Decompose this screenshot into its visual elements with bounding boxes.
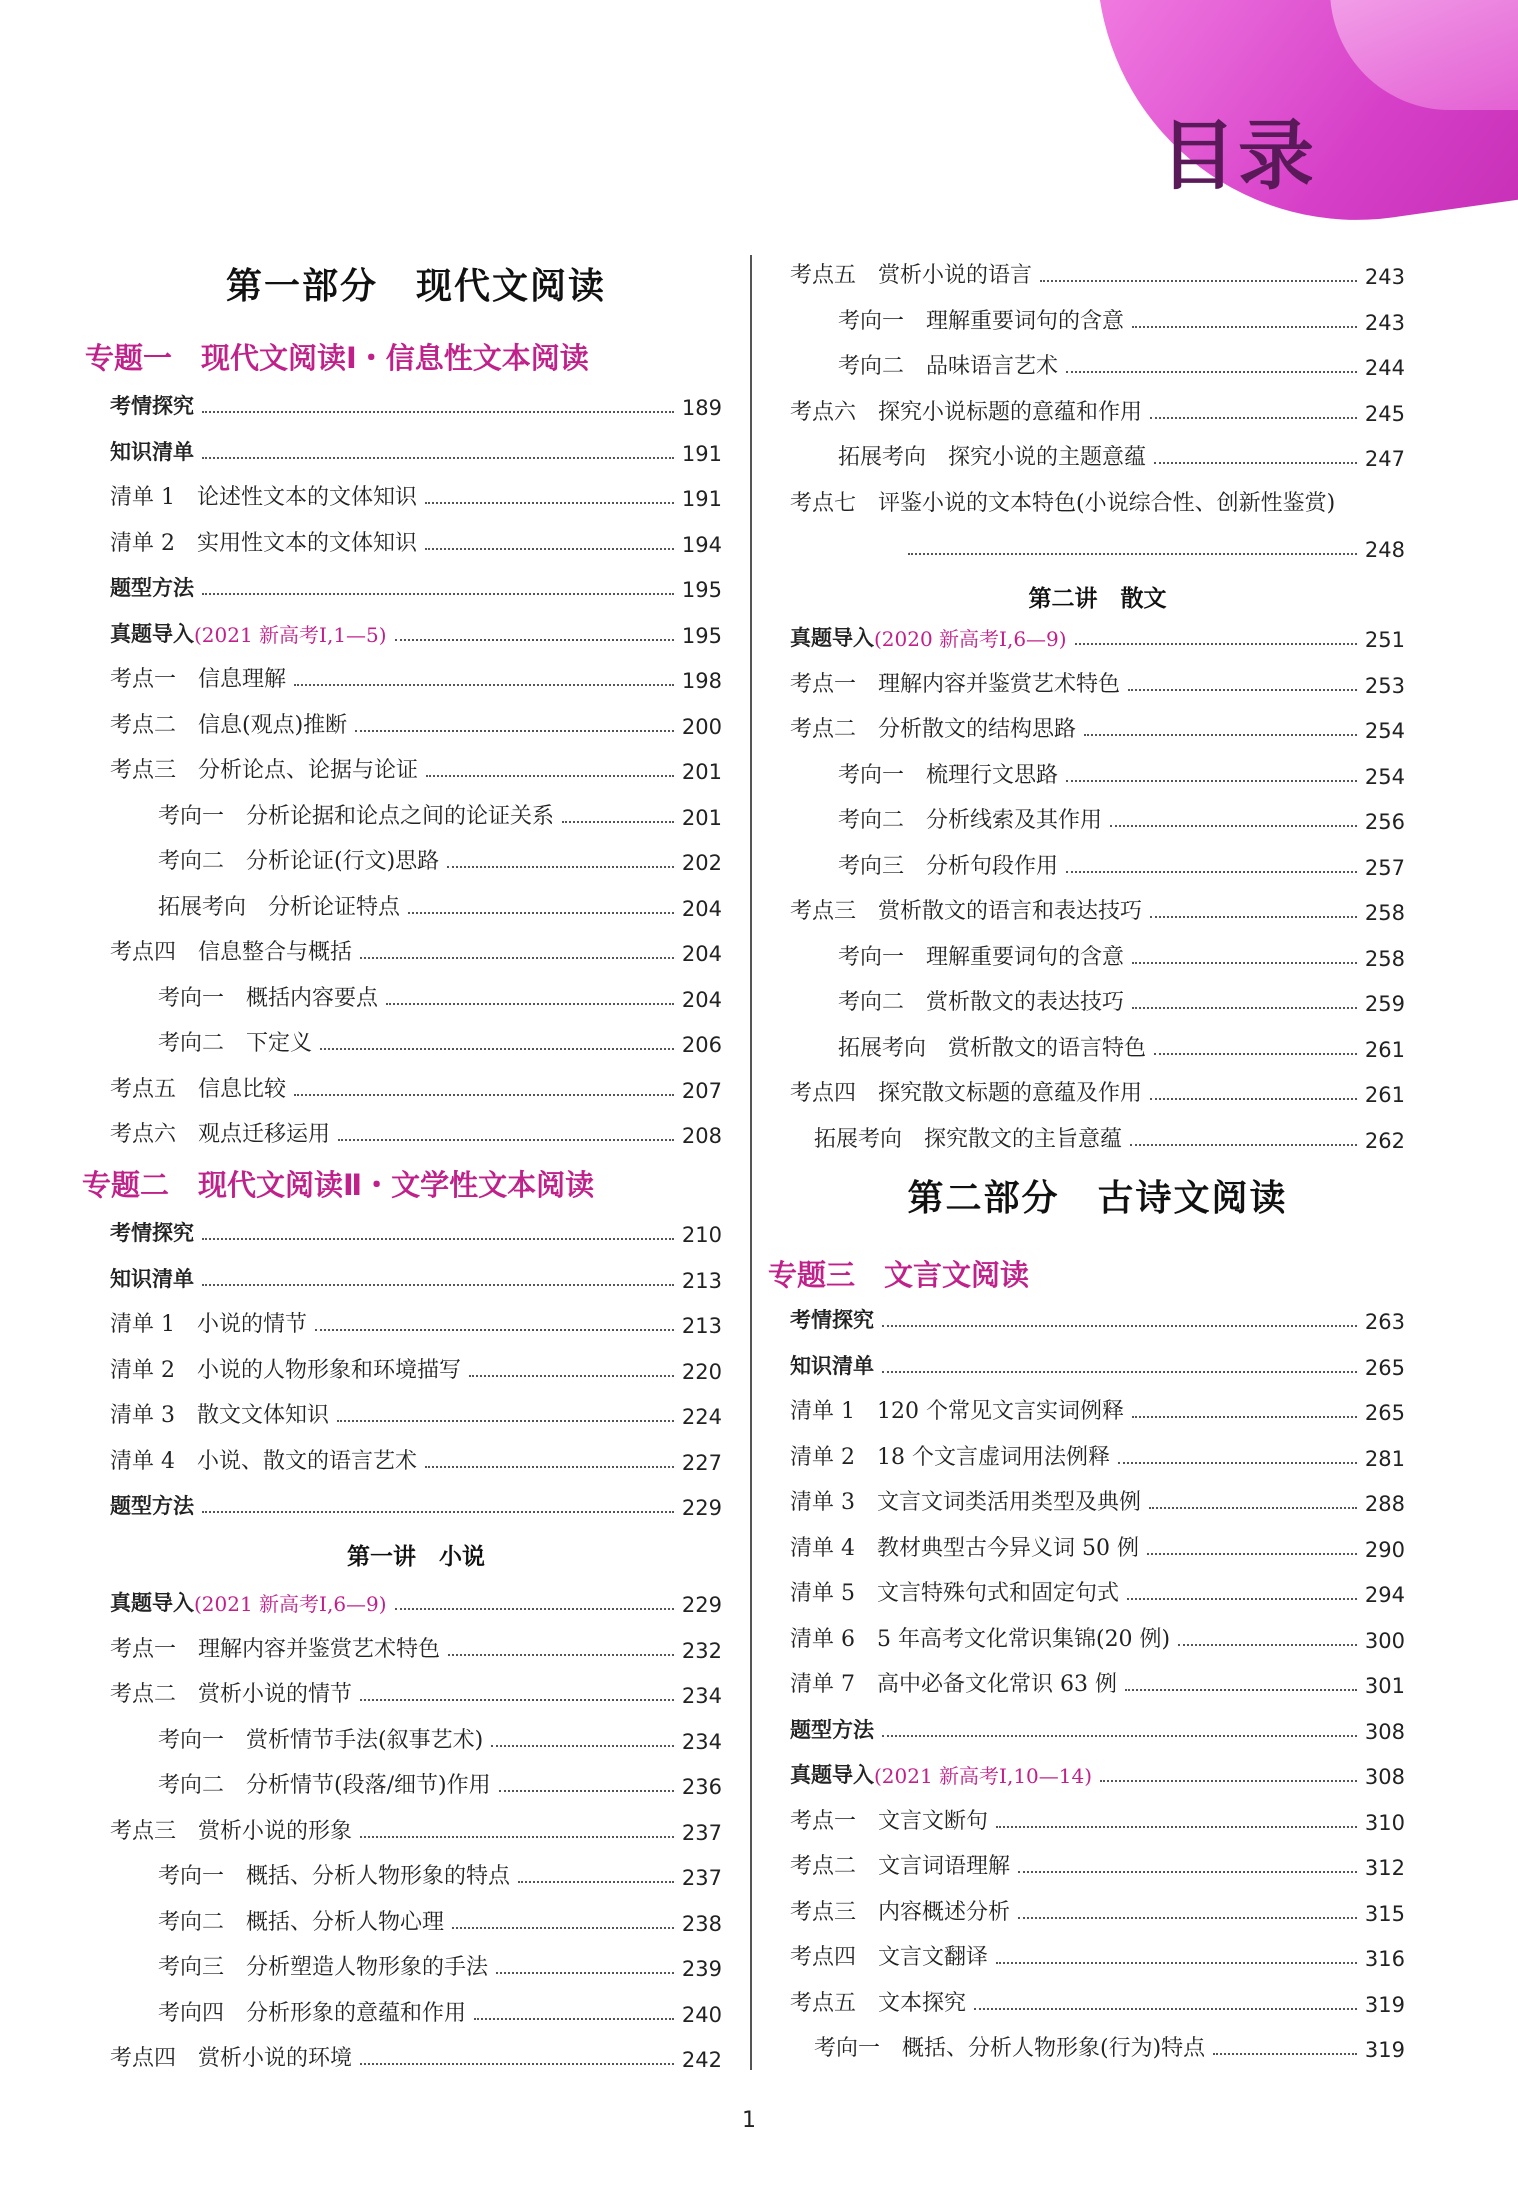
toc-entry-page: 261 xyxy=(1364,1037,1405,1062)
toc-entry[interactable] xyxy=(158,1025,722,1057)
toc-entry-label: 考点四 文言文翻译 xyxy=(790,1945,989,1970)
toc-entry[interactable] xyxy=(110,525,722,557)
toc-entry-page: 258 xyxy=(1364,901,1405,925)
toc-entry[interactable] xyxy=(110,1306,722,1338)
leader-dots xyxy=(1132,1416,1357,1418)
toc-entry-label: 拓展考向 分析论证特点 xyxy=(158,894,401,920)
toc-entry-source: (2021 新高考Ⅰ,10—14) xyxy=(874,1764,1093,1788)
toc-entry[interactable] xyxy=(110,661,722,693)
leader-dots xyxy=(1066,871,1357,873)
toc-entry[interactable] xyxy=(110,1488,722,1520)
leader-dots xyxy=(426,775,674,777)
toc-entry-label: 考向一 赏析情节手法(叙事艺术) xyxy=(158,1727,484,1753)
page-number: 1 xyxy=(742,2108,756,2133)
leader-dots xyxy=(1132,962,1357,964)
toc-entry-page: 202 xyxy=(681,851,722,875)
leader-dots xyxy=(294,1094,674,1096)
leader-dots xyxy=(469,1375,674,1377)
toc-entry-label: 考点五 赏析小说的语言 xyxy=(790,263,1033,288)
toc-entry-label: 题型方法 xyxy=(790,1717,874,1742)
leader-dots xyxy=(974,2008,1357,2010)
toc-entry-source: (2021 新高考Ⅰ,6—9) xyxy=(194,1592,387,1616)
leader-dots xyxy=(882,1735,1357,1737)
leader-dots xyxy=(496,1972,674,1974)
leader-dots xyxy=(202,1511,674,1513)
part-two-title: 第二部分 古诗文阅读 xyxy=(907,1177,1288,1219)
toc-entry-page: 310 xyxy=(1364,1810,1405,1835)
toc-entry-page: 319 xyxy=(1364,2038,1405,2062)
toc-entry-page: 258 xyxy=(1364,946,1405,971)
toc-entry-page: 237 xyxy=(681,1866,722,1890)
leader-dots xyxy=(386,1003,674,1005)
leader-dots xyxy=(315,1329,674,1331)
toc-entry-page: 243 xyxy=(1364,265,1405,289)
toc-entry[interactable] xyxy=(158,798,722,830)
toc-entry[interactable] xyxy=(110,1631,722,1663)
toc-entry-page: 201 xyxy=(681,805,722,830)
toc-entry[interactable] xyxy=(814,2030,1405,2062)
toc-entry-label: 考点三 分析论点、论据与论证 xyxy=(110,758,419,783)
leader-dots xyxy=(338,1139,674,1141)
toc-entry-label: 考向三 分析塑造人物形象的手法 xyxy=(158,1955,489,1980)
toc-entry-label: 清单 4 教材典型古今异义词 50 例 xyxy=(790,1535,1139,1561)
toc-entry-page: 194 xyxy=(681,532,722,557)
toc-entry-page: 234 xyxy=(681,1729,722,1754)
toc-entry-continuation[interactable] xyxy=(900,530,1405,562)
toc-entry-label: 考向一 理解重要词句的含意 xyxy=(838,944,1125,970)
toc-entry-page: 259 xyxy=(1364,992,1405,1016)
toc-entry-label: 真题导入 xyxy=(790,1763,874,1787)
toc-entry-page: 239 xyxy=(681,1957,722,1981)
toc-entry[interactable] xyxy=(838,984,1405,1016)
toc-entry[interactable] xyxy=(790,1894,1405,1926)
leader-dots xyxy=(474,2018,674,2020)
toc-entry-label: 考向二 品味语言艺术 xyxy=(838,354,1059,379)
leader-dots xyxy=(1125,1689,1357,1691)
toc-entry-label: 清单 6 5 年高考文化常识集锦(20 例) xyxy=(790,1626,1171,1652)
toc-entry-label: 考向二 下定义 xyxy=(158,1031,313,1056)
toc-entry-label: 考向二 赏析散文的表达技巧 xyxy=(838,990,1125,1015)
toc-entry-label: 考情探究 xyxy=(110,1221,194,1245)
toc-entry[interactable] xyxy=(790,1484,1405,1516)
toc-entry-page: 300 xyxy=(1364,1628,1405,1653)
toc-entry-label: 清单 5 文言特殊句式和固定句式 xyxy=(790,1581,1119,1606)
toc-entry[interactable] xyxy=(158,1858,722,1890)
leader-dots xyxy=(1132,326,1357,328)
leader-dots xyxy=(491,1745,674,1747)
toc-entry-label: 题型方法 xyxy=(110,576,194,600)
toc-entry[interactable] xyxy=(110,1071,722,1103)
leader-dots xyxy=(294,684,674,686)
toc-entry-page: 254 xyxy=(1364,764,1405,789)
toc-entry[interactable] xyxy=(838,848,1405,880)
toc-entry[interactable] xyxy=(110,1676,722,1708)
toc-entry-label: 清单 3 文言文词类活用类型及典例 xyxy=(790,1490,1141,1515)
leader-dots xyxy=(1213,2053,1357,2055)
toc-entry-page: 253 xyxy=(1364,673,1405,698)
toc-entry-page: 265 xyxy=(1364,1355,1405,1380)
leader-dots xyxy=(360,957,674,959)
toc-entry[interactable] xyxy=(838,1030,1405,1062)
toc-entry[interactable] xyxy=(110,2040,722,2072)
toc-entry[interactable] xyxy=(110,752,722,784)
toc-entry-label: 清单 2 实用性文本的文体知识 xyxy=(110,530,417,556)
toc-entry[interactable] xyxy=(158,1995,722,2027)
toc-entry-page: 256 xyxy=(1364,810,1405,834)
toc-entry[interactable] xyxy=(790,1530,1405,1562)
toc-entry-label: 考点三 赏析散文的语言和表达技巧 xyxy=(790,899,1143,924)
toc-entry[interactable] xyxy=(790,394,1405,426)
leader-dots xyxy=(1150,1098,1357,1100)
leader-dots xyxy=(1130,1144,1357,1146)
leader-dots xyxy=(425,548,674,550)
toc-entry-page: 263 xyxy=(1364,1310,1405,1334)
toc-entry-page: 288 xyxy=(1364,1492,1405,1516)
toc-entry-label: 题型方法 xyxy=(110,1494,194,1518)
toc-entry-label: 真题导入 xyxy=(110,621,194,646)
toc-entry-source: (2020 新高考Ⅰ,6—9) xyxy=(874,627,1067,651)
leader-dots xyxy=(882,1325,1357,1327)
toc-entry-page: 220 xyxy=(681,1359,722,1384)
leader-dots xyxy=(448,1654,674,1656)
toc-entry-label: 考点二 信息(观点)推断 xyxy=(110,712,348,738)
toc-entry-page: 238 xyxy=(681,1911,722,1936)
leader-dots xyxy=(1066,780,1357,782)
leader-dots xyxy=(202,411,674,413)
leader-dots xyxy=(1084,734,1357,736)
toc-entry-label: 考点一 理解内容并鉴赏艺术特色 xyxy=(110,1636,441,1662)
toc-entry-page: 208 xyxy=(681,1124,722,1148)
toc-entry-label: 清单 7 高中必备文化常识 63 例 xyxy=(790,1672,1117,1697)
leader-dots xyxy=(1040,280,1357,282)
leader-dots xyxy=(337,1420,674,1422)
leader-dots xyxy=(452,1927,674,1929)
leader-dots xyxy=(408,912,674,914)
toc-entry-label: 拓展考向 探究散文的主旨意蕴 xyxy=(814,1126,1123,1152)
toc-entry-label: 考点二 赏析小说的情节 xyxy=(110,1682,353,1707)
toc-entry[interactable] xyxy=(790,1666,1405,1698)
toc-entry[interactable] xyxy=(110,1116,722,1148)
toc-entry[interactable] xyxy=(158,1722,722,1754)
toc-entry[interactable] xyxy=(790,1439,1405,1471)
toc-entry-label: 考向三 分析句段作用 xyxy=(838,853,1059,879)
toc-entry[interactable] xyxy=(790,1302,1405,1334)
toc-entry-page: 224 xyxy=(681,1405,722,1429)
toc-entry-page: 229 xyxy=(681,1593,722,1617)
toc-entry-label: 考点三 内容概述分析 xyxy=(790,1899,1011,1925)
toc-entry-label: 考向一 理解重要词句的含意 xyxy=(838,308,1125,334)
toc-entry-page: 189 xyxy=(681,396,722,420)
toc-entry-page: 261 xyxy=(1364,1083,1405,1107)
toc-entry-label: 拓展考向 赏析散文的语言特色 xyxy=(838,1035,1147,1061)
lecture-one-heading: 第一讲 小说 xyxy=(347,1543,485,1570)
toc-entry-page: 247 xyxy=(1364,447,1405,471)
toc-entry[interactable] xyxy=(110,934,722,966)
toc-entry-page: 204 xyxy=(681,987,722,1012)
leader-dots xyxy=(518,1881,674,1883)
toc-entry-page: 198 xyxy=(681,669,722,693)
toc-entry[interactable] xyxy=(110,434,722,466)
toc-entry[interactable] xyxy=(790,1757,1405,1789)
leader-dots xyxy=(1149,1507,1357,1509)
leader-dots xyxy=(996,1962,1357,1964)
toc-entry[interactable] xyxy=(110,1397,722,1429)
toc-entry-label: 清单 1 论述性文本的文体知识 xyxy=(110,485,417,510)
toc-entry-page: 319 xyxy=(1364,1992,1405,2017)
toc-entry[interactable] xyxy=(790,666,1405,698)
toc-entry-page: 195 xyxy=(681,623,722,648)
toc-entry[interactable] xyxy=(790,711,1405,743)
toc-entry-page: 206 xyxy=(681,1033,722,1057)
toc-entry[interactable] xyxy=(158,1904,722,1936)
toc-entry-page: 200 xyxy=(681,714,722,739)
leader-dots xyxy=(360,2063,674,2065)
toc-entry[interactable] xyxy=(790,1075,1405,1107)
toc-entry-label: 清单 4 小说、散文的语言艺术 xyxy=(110,1448,417,1474)
toc-entry-page: 234 xyxy=(681,1684,722,1708)
toc-entry-page: 312 xyxy=(1364,1856,1405,1880)
toc-entry[interactable] xyxy=(158,980,722,1012)
toc-entry-label: 考点六 探究小说标题的意蕴和作用 xyxy=(790,399,1143,425)
leader-dots xyxy=(996,1826,1357,1828)
leader-dots xyxy=(1075,643,1357,645)
toc-entry-page: 281 xyxy=(1364,1446,1405,1471)
toc-entry-page: 254 xyxy=(1364,719,1405,743)
lecture-two-heading: 第二讲 散文 xyxy=(1028,585,1167,612)
toc-entry-page: 204 xyxy=(681,942,722,966)
toc-entry-label: 清单 1 120 个常见文言实词例释 xyxy=(790,1399,1124,1424)
toc-entry-label: 清单 2 18 个文言虚词用法例释 xyxy=(790,1444,1110,1470)
leader-dots xyxy=(1018,1871,1357,1873)
leader-dots xyxy=(447,866,674,868)
toc-entry-page: 204 xyxy=(681,896,722,921)
leader-dots xyxy=(202,457,674,459)
toc-entry-label: 考情探究 xyxy=(110,394,194,418)
toc-entry-label: 考点七 评鉴小说的文本特色(小说综合性、创新性鉴赏) xyxy=(790,490,1336,516)
toc-entry-label: 考向二 概括、分析人物心理 xyxy=(158,1909,445,1935)
leader-dots xyxy=(395,639,674,641)
toc-entry-page: 210 xyxy=(681,1223,722,1247)
toc-entry-label: 考向一 概括内容要点 xyxy=(158,985,379,1011)
leader-dots xyxy=(1154,462,1357,464)
topic-two-heading: 专题二 现代文阅读Ⅱ・文学性文本阅读 xyxy=(82,1168,595,1202)
toc-entry-page: 242 xyxy=(681,2048,722,2072)
toc-entry[interactable] xyxy=(790,485,1405,517)
toc-entry-page: 201 xyxy=(681,760,722,784)
toc-entry[interactable] xyxy=(790,1575,1405,1607)
column-divider xyxy=(750,255,752,2070)
toc-entry[interactable] xyxy=(838,439,1405,471)
toc-entry[interactable] xyxy=(790,1848,1405,1880)
toc-entry-page: 265 xyxy=(1364,1401,1405,1425)
leader-dots xyxy=(395,1608,674,1610)
toc-entry-label: 考点一 理解内容并鉴赏艺术特色 xyxy=(790,671,1121,697)
toc-entry-label: 真题导入 xyxy=(790,626,874,650)
toc-entry-label: 清单 3 散文文体知识 xyxy=(110,1403,329,1428)
toc-entry-label: 知识清单 xyxy=(790,1353,874,1378)
leader-dots xyxy=(1066,371,1357,373)
leader-dots xyxy=(1128,689,1357,691)
toc-entry-page: 243 xyxy=(1364,310,1405,335)
toc-entry[interactable] xyxy=(158,1767,722,1799)
toc-entry[interactable] xyxy=(110,707,722,739)
toc-entry-page: 251 xyxy=(1364,628,1405,652)
toc-entry-label: 考向一 概括、分析人物形象的特点 xyxy=(158,1864,511,1889)
toc-entry-source: (2021 新高考Ⅰ,1—5) xyxy=(194,622,387,647)
toc-entry-label: 考向二 分析情节(段落/细节)作用 xyxy=(158,1773,491,1798)
toc-entry[interactable] xyxy=(110,479,722,511)
leader-dots xyxy=(1154,1053,1357,1055)
toc-entry[interactable] xyxy=(838,939,1405,971)
toc-entry[interactable] xyxy=(790,893,1405,925)
leader-dots xyxy=(355,730,674,732)
leader-dots xyxy=(202,593,674,595)
leader-dots xyxy=(1178,1644,1357,1646)
toc-entry[interactable] xyxy=(110,1813,722,1845)
toc-entry[interactable] xyxy=(790,1985,1405,2017)
leader-dots xyxy=(425,1466,674,1468)
toc-entry[interactable] xyxy=(790,257,1405,289)
leader-dots xyxy=(882,1371,1357,1373)
leader-dots xyxy=(425,502,674,504)
toc-entry-label: 考点五 文本探究 xyxy=(790,1990,967,2016)
toc-entry-label: 考点一 文言文断句 xyxy=(790,1808,989,1834)
toc-entry[interactable] xyxy=(790,1939,1405,1971)
toc-entry-page: 301 xyxy=(1364,1674,1405,1698)
toc-entry-label: 考向二 分析线索及其作用 xyxy=(838,808,1103,833)
toc-entry[interactable] xyxy=(790,1712,1405,1744)
toc-entry[interactable] xyxy=(110,1443,722,1475)
leader-dots xyxy=(360,1836,674,1838)
toc-entry-label: 拓展考向 探究小说的主题意蕴 xyxy=(838,445,1147,470)
leader-dots xyxy=(908,553,1357,555)
toc-entry[interactable] xyxy=(158,1949,722,1981)
leader-dots xyxy=(1118,1462,1357,1464)
toc-entry-page: 257 xyxy=(1364,855,1405,880)
toc-entry[interactable] xyxy=(110,1352,722,1384)
toc-entry[interactable] xyxy=(838,348,1405,380)
leader-dots xyxy=(360,1699,674,1701)
toc-entry[interactable] xyxy=(838,303,1405,335)
toc-entry-label: 考向一 概括、分析人物形象(行为)特点 xyxy=(814,2036,1206,2061)
toc-entry-label: 考向一 梳理行文思路 xyxy=(838,762,1059,788)
toc-entry-page: 207 xyxy=(681,1078,722,1103)
toc-entry-label: 清单 1 小说的情节 xyxy=(110,1312,307,1337)
toc-entry-page: 290 xyxy=(1364,1537,1405,1562)
toc-entry-page: 315 xyxy=(1364,1901,1405,1926)
toc-entry-page: 237 xyxy=(681,1820,722,1845)
toc-entry-label: 知识清单 xyxy=(110,439,194,464)
toc-entry-label: 考点一 信息理解 xyxy=(110,667,287,692)
toc-entry[interactable] xyxy=(790,1393,1405,1425)
toc-entry-page: 294 xyxy=(1364,1583,1405,1607)
toc-entry-label: 考点四 探究散文标题的意蕴及作用 xyxy=(790,1081,1143,1106)
toc-entry-page: 245 xyxy=(1364,401,1405,426)
toc-entry[interactable] xyxy=(158,843,722,875)
toc-entry-page: 308 xyxy=(1364,1765,1405,1789)
toc-entry-page: 227 xyxy=(681,1450,722,1475)
leader-dots xyxy=(1132,1007,1357,1009)
toc-entry-label: 考点四 信息整合与概括 xyxy=(110,940,353,965)
leader-dots xyxy=(202,1284,674,1286)
toc-entry-label: 考点六 观点迁移运用 xyxy=(110,1122,331,1147)
toc-entry[interactable] xyxy=(158,889,722,921)
toc-entry-page: 244 xyxy=(1364,356,1405,380)
toc-entry-page: 229 xyxy=(681,1496,722,1520)
leader-dots xyxy=(1150,417,1357,419)
toc-entry[interactable] xyxy=(110,1215,722,1247)
toc-entry-label: 考向一 分析论据和论点之间的论证关系 xyxy=(158,803,555,829)
toc-entry-page: 213 xyxy=(681,1268,722,1293)
toc-entry-page: 236 xyxy=(681,1775,722,1799)
toc-entry[interactable] xyxy=(110,1261,722,1293)
toc-entry-label: 考点四 赏析小说的环境 xyxy=(110,2046,353,2071)
leader-dots xyxy=(499,1790,674,1792)
toc-entry-page: 240 xyxy=(681,2002,722,2027)
leader-dots xyxy=(1018,1917,1357,1919)
toc-entry-page: 195 xyxy=(681,578,722,602)
toc-entry-label: 知识清单 xyxy=(110,1266,194,1291)
leader-dots xyxy=(1100,1780,1357,1782)
toc-entry-label: 考点五 信息比较 xyxy=(110,1076,287,1102)
toc-entry-label: 考点二 文言词语理解 xyxy=(790,1854,1011,1879)
toc-entry-page: 191 xyxy=(681,487,722,511)
contents-title: 目录 xyxy=(1160,111,1316,200)
toc-entry[interactable] xyxy=(838,757,1405,789)
toc-entry-label: 考向二 分析论证(行文)思路 xyxy=(158,849,440,874)
leader-dots xyxy=(202,1238,674,1240)
leader-dots xyxy=(562,821,674,823)
toc-entry-label: 考点二 分析散文的结构思路 xyxy=(790,717,1077,742)
topic-one-heading: 专题一 现代文阅读Ⅰ・信息性文本阅读 xyxy=(85,341,589,375)
toc-entry-page: 262 xyxy=(1364,1128,1405,1153)
toc-entry-label: 考点三 赏析小说的形象 xyxy=(110,1818,353,1844)
toc-entry-page: 248 xyxy=(1364,538,1405,562)
toc-entry-page: 191 xyxy=(681,441,722,466)
part-one-title: 第一部分 现代文阅读 xyxy=(225,265,606,307)
toc-entry[interactable] xyxy=(790,620,1405,652)
toc-entry[interactable] xyxy=(110,388,722,420)
toc-entry[interactable] xyxy=(110,570,722,602)
leader-dots xyxy=(1127,1598,1357,1600)
toc-entry[interactable] xyxy=(110,1585,722,1617)
toc-entry[interactable] xyxy=(814,1121,1405,1153)
leader-dots xyxy=(1110,825,1357,827)
toc-entry-page: 232 xyxy=(681,1638,722,1663)
leader-dots xyxy=(1150,916,1357,918)
toc-entry-page: 316 xyxy=(1364,1947,1405,1971)
topic-three-heading: 专题三 文言文阅读 xyxy=(768,1258,1030,1292)
toc-entry-label: 真题导入 xyxy=(110,1591,194,1615)
toc-entry-label: 考情探究 xyxy=(790,1308,874,1332)
toc-entry[interactable] xyxy=(790,1348,1405,1380)
leader-dots xyxy=(1147,1553,1357,1555)
toc-entry[interactable] xyxy=(838,802,1405,834)
toc-entry[interactable] xyxy=(110,616,722,648)
toc-entry-label: 清单 2 小说的人物形象和环境描写 xyxy=(110,1357,461,1383)
leader-dots xyxy=(320,1048,674,1050)
toc-entry[interactable] xyxy=(790,1803,1405,1835)
toc-entry[interactable] xyxy=(790,1621,1405,1653)
toc-entry-page: 213 xyxy=(681,1314,722,1338)
toc-entry-page: 308 xyxy=(1364,1719,1405,1744)
toc-entry-label: 考向四 分析形象的意蕴和作用 xyxy=(158,2000,467,2026)
